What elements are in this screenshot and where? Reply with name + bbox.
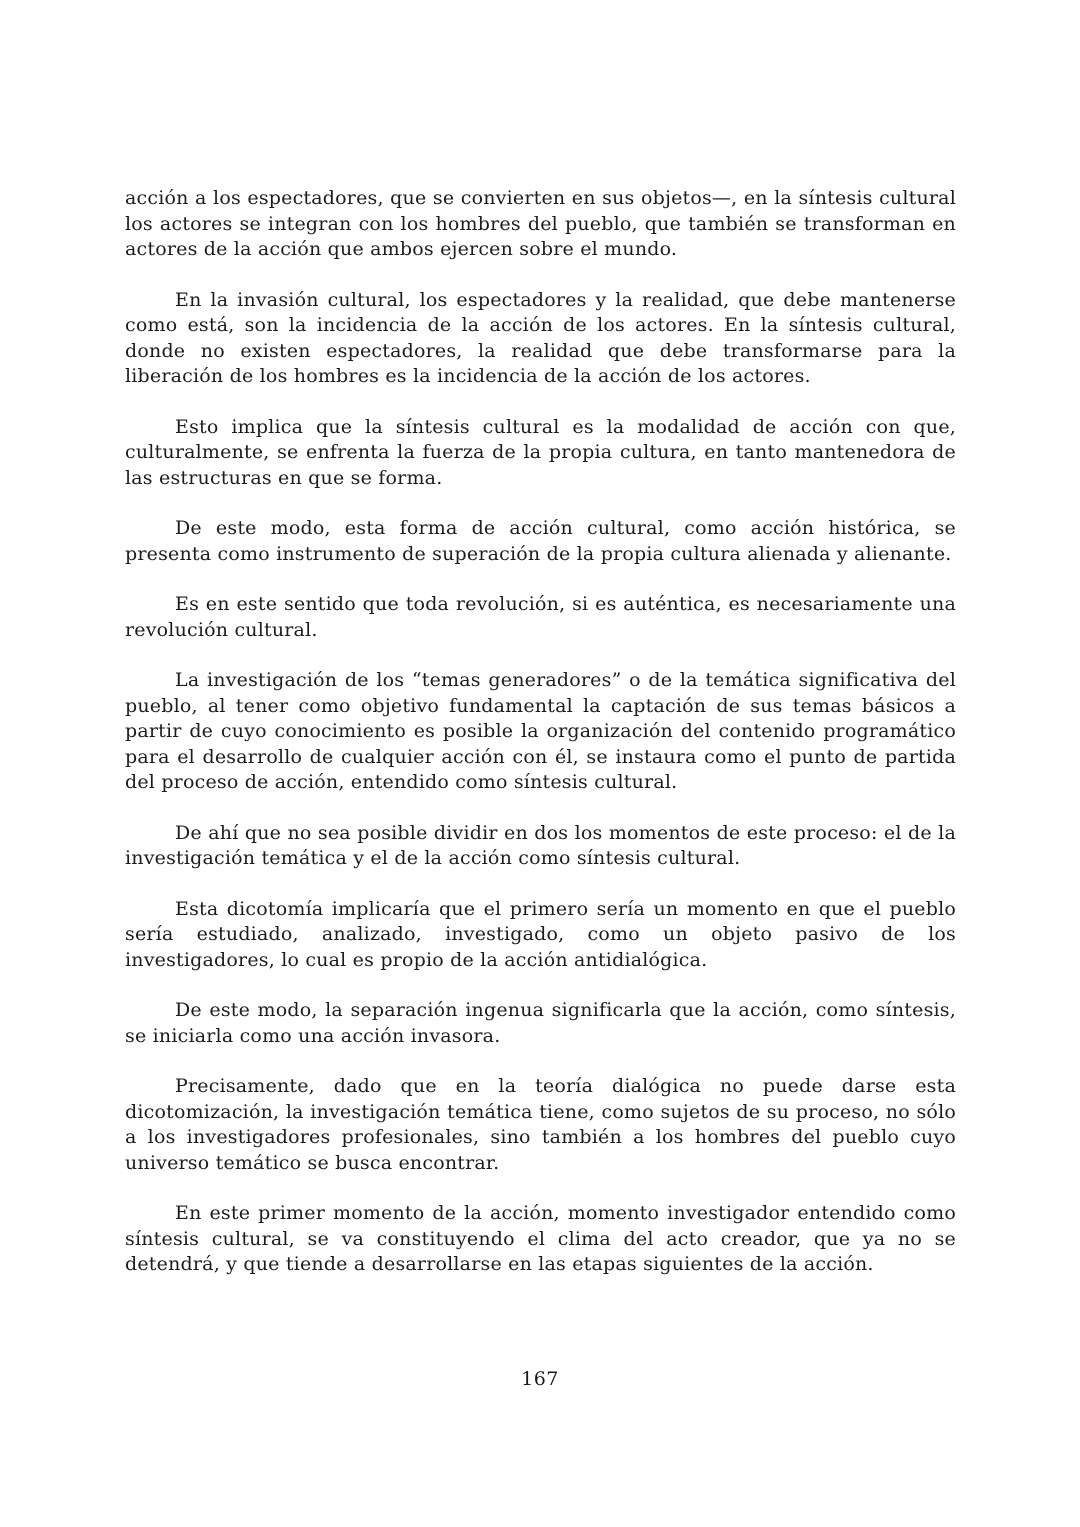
text-block (125, 186, 956, 1303)
paragraph: La investigación de los “temas generadores” o de la temática significativa del pueblo, al tener como objetivo fundamental la captación de sus temas básicos a partir de cuyo conocimiento es posible la organización del contenido programático para el desarrollo de cualquier acción con él, se instaura como el punto de partida del proceso de acción, entendido como síntesis cultural. (125, 669, 956, 793)
paragraph: Precisamente, dado que en la teoría dialógica no puede darse esta dicotomización, la investigación temática tiene, como sujetos de su proceso, no sólo a los investigadores profesionales, sino también a los hombres del pueblo cuyo universo temático se busca encontrar. (125, 1075, 956, 1174)
paragraph: Es en este sentido que toda revolución, si es auténtica, es necesariamente una revolución cultural. (125, 593, 956, 641)
paragraph: De ahí que no sea posible dividir en dos los momentos de este proceso: el de la investigación temática y el de la acción como síntesis cultural. (125, 821, 956, 869)
paragraph: acción a los espectadores, que se convierten en sus objetos—, en la síntesis cultural los actores se integran con los hombres del pueblo, que también se transforman en actores de la acción que ambos ejercen sobre el mundo. (125, 187, 956, 260)
paragraph: Esta dicotomía implicaría que el primero sería un momento en que el pueblo sería estudiado, analizado, investigado, como un objeto pasivo de los investigadores, lo cual es propio de la acción antidialógica. (125, 897, 956, 971)
paragraph: En la invasión cultural, los espectadores y la realidad, que debe mantenerse como está, son la incidencia de la acción de los actores. En la síntesis cultural, donde no existen espectadores, la realidad que debe transformarse para la liberación de los hombres es la incidencia de la acción de los actores. (125, 288, 956, 387)
page-number: 167 (521, 1368, 559, 1390)
paragraph: En este primer momento de la acción, momento investigador entendido como síntesis cultural, se va constituyendo el clima del acto creador, que ya no se detendrá, y que tiende a desarrollarse en las etapas siguientes de la acción. (125, 1202, 956, 1275)
paragraph: De este modo, esta forma de acción cultural, como acción histórica, se presenta como instrumento de superación de la propia cultura alienada y alienante. (125, 517, 956, 565)
paragraph: Esto implica que la síntesis cultural es la modalidad de acción con que, culturalmente, se enfrenta la fuerza de la propia cultura, en tanto mantenedora de las estructuras en que se forma. (125, 415, 956, 489)
paragraph: De este modo, la separación ingenua significarla que la acción, como síntesis, se iniciarla como una acción invasora. (125, 999, 956, 1047)
